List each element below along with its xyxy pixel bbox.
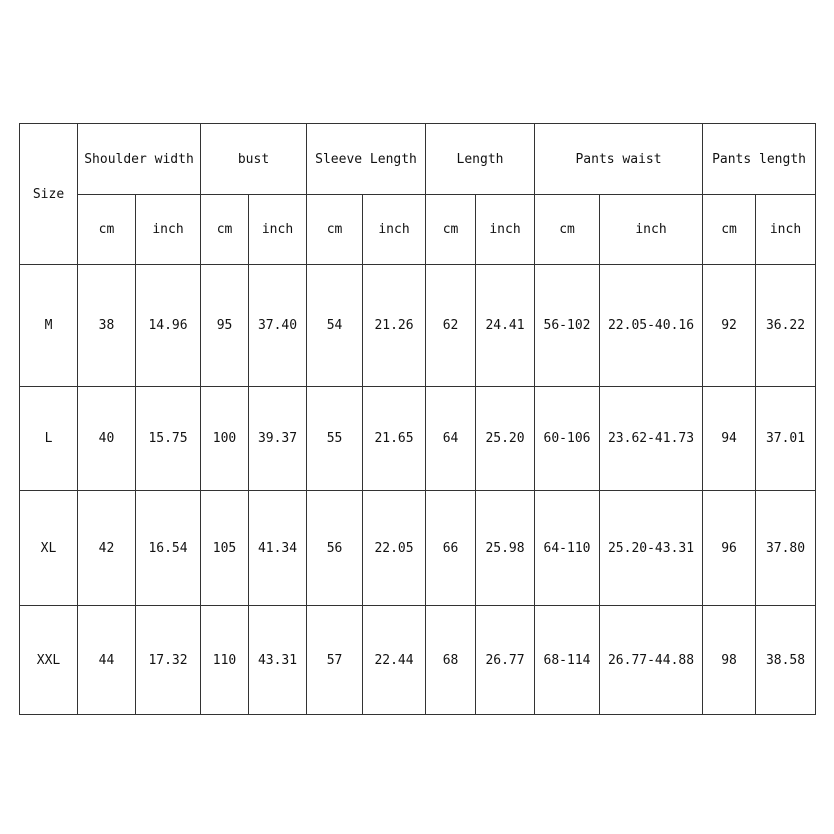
table-cell: 62 <box>426 265 476 387</box>
table-cell: 25.20 <box>476 387 535 491</box>
table-cell: 25.20-43.31 <box>600 491 703 606</box>
table-cell: 17.32 <box>136 606 201 715</box>
unit-cm-header: cm <box>307 195 363 265</box>
table-cell: 26.77 <box>476 606 535 715</box>
table-cell: 25.98 <box>476 491 535 606</box>
table-cell: 60-106 <box>535 387 600 491</box>
unit-cm-header: cm <box>535 195 600 265</box>
size-cell: XXL <box>20 606 78 715</box>
unit-cm-header: cm <box>201 195 249 265</box>
header-row-groups <box>20 124 816 195</box>
table-cell: 22.05 <box>363 491 426 606</box>
size-cell: XL <box>20 491 78 606</box>
table-row <box>20 606 816 715</box>
table-cell: 42 <box>78 491 136 606</box>
table-cell: 40 <box>78 387 136 491</box>
size-cell: L <box>20 387 78 491</box>
table-cell: 21.26 <box>363 265 426 387</box>
table-cell: 54 <box>307 265 363 387</box>
table-cell: 64 <box>426 387 476 491</box>
table-cell: 37.80 <box>756 491 816 606</box>
unit-cm-header: cm <box>426 195 476 265</box>
table-cell: 44 <box>78 606 136 715</box>
table-cell: 38.58 <box>756 606 816 715</box>
table-cell: 56-102 <box>535 265 600 387</box>
table-cell: 68 <box>426 606 476 715</box>
bust-header: bust <box>201 124 307 195</box>
unit-cm-header: cm <box>78 195 136 265</box>
table-cell: 14.96 <box>136 265 201 387</box>
table-cell: 39.37 <box>249 387 307 491</box>
table-cell: 96 <box>703 491 756 606</box>
sleeve-length-header: Sleeve Length <box>307 124 426 195</box>
table-cell: 22.05-40.16 <box>600 265 703 387</box>
size-chart-table <box>19 123 816 715</box>
header-row-units <box>20 195 816 265</box>
table-row <box>20 491 816 606</box>
table-cell: 24.41 <box>476 265 535 387</box>
unit-inch-header: inch <box>136 195 201 265</box>
pants-length-header: Pants length <box>703 124 816 195</box>
table-cell: 98 <box>703 606 756 715</box>
table-cell: 57 <box>307 606 363 715</box>
table-cell: 56 <box>307 491 363 606</box>
shoulder-width-header: Shoulder width <box>78 124 201 195</box>
table-cell: 22.44 <box>363 606 426 715</box>
table-cell: 23.62-41.73 <box>600 387 703 491</box>
table-cell: 36.22 <box>756 265 816 387</box>
table-cell: 95 <box>201 265 249 387</box>
table-cell: 37.01 <box>756 387 816 491</box>
table-cell: 43.31 <box>249 606 307 715</box>
table-cell: 105 <box>201 491 249 606</box>
table-cell: 110 <box>201 606 249 715</box>
table-cell: 68-114 <box>535 606 600 715</box>
table-cell: 15.75 <box>136 387 201 491</box>
table-row <box>20 265 816 387</box>
table-cell: 37.40 <box>249 265 307 387</box>
table-cell: 92 <box>703 265 756 387</box>
table-cell: 21.65 <box>363 387 426 491</box>
unit-inch-header: inch <box>363 195 426 265</box>
table-cell: 100 <box>201 387 249 491</box>
unit-inch-header: inch <box>756 195 816 265</box>
table-cell: 16.54 <box>136 491 201 606</box>
unit-inch-header: inch <box>600 195 703 265</box>
size-cell: M <box>20 265 78 387</box>
unit-inch-header: inch <box>476 195 535 265</box>
table-cell: 55 <box>307 387 363 491</box>
unit-cm-header: cm <box>703 195 756 265</box>
table-cell: 66 <box>426 491 476 606</box>
table-row <box>20 387 816 491</box>
table-cell: 38 <box>78 265 136 387</box>
size-header: Size <box>20 124 78 265</box>
table-cell: 26.77-44.88 <box>600 606 703 715</box>
table-cell: 41.34 <box>249 491 307 606</box>
table-cell: 64-110 <box>535 491 600 606</box>
table-cell: 94 <box>703 387 756 491</box>
pants-waist-header: Pants waist <box>535 124 703 195</box>
length-header: Length <box>426 124 535 195</box>
unit-inch-header: inch <box>249 195 307 265</box>
